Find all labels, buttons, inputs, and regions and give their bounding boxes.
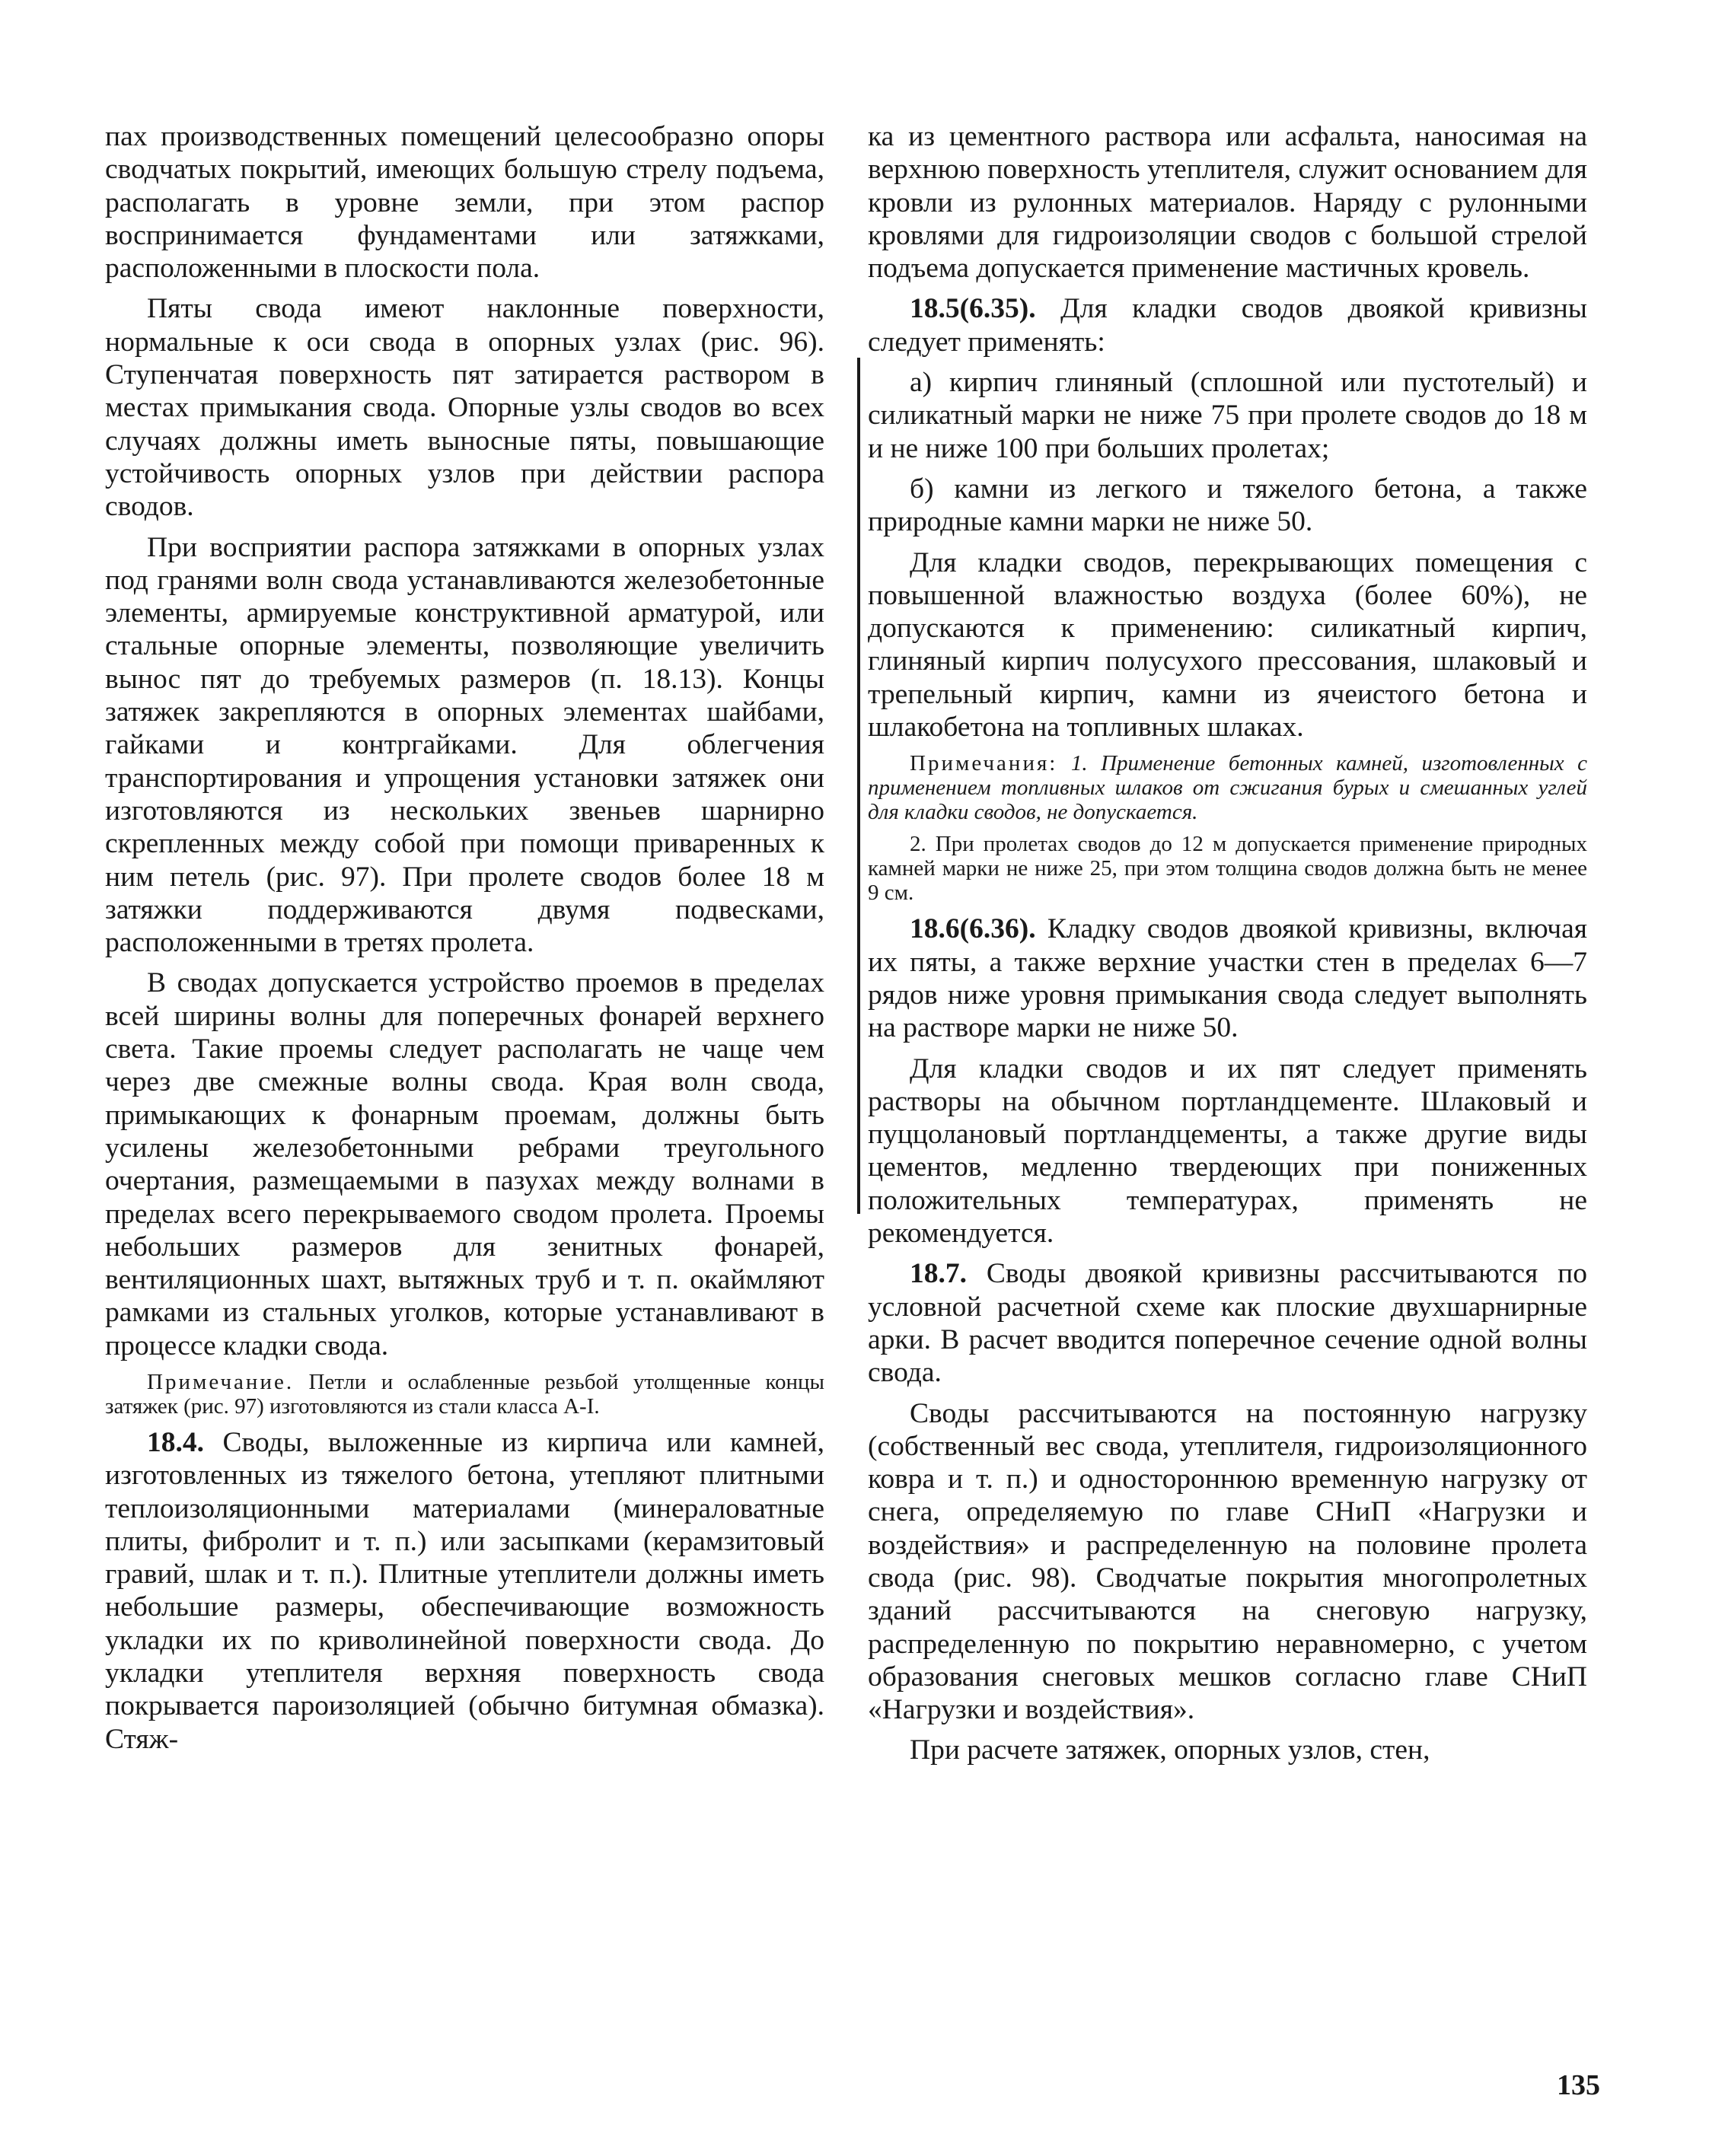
- list-item-b: б) камни из легкого и тяжелого бетона, а также природные камни марки не ниже 50.: [868, 473, 1587, 538]
- paragraph: Пяты свода имеют наклонные поверхности, нормальные к оси свода в опорных узлах (рис. 96). Ступенчатая поверхность пят затирается раствором в местах примыкания свода. Опорные узлы сводов во всех случаях должны иметь выносные пяты, повышающие устойчивость опорных узлов при действии распора сводов.: [105, 293, 824, 523]
- list-item-a: а) кирпич глиняный (сплошной или пустотелый) и силикатный марки не ниже 75 при пролете сводов до 18 м и не ниже 100 при больших пролетах;: [868, 367, 1587, 464]
- paragraph: При расчете затяжек, опорных узлов, стен,: [910, 1734, 1430, 1766]
- section-18-6: [868, 912, 1587, 1044]
- section-heading: 18.4.: [147, 1426, 204, 1458]
- note-text: 1. Применение бетонных камней, изготовленных с применением топливных шлаков от сжигания бурых и смешанных углей для кладки сводов, не допускается.: [868, 751, 1588, 825]
- paragraph: При восприятии распора затяжками в опорных узлах под гранями волн свода устанавливаются железобетонные элементы, армируемые конструктивной арматурой, или стальные опорные элементы, позволяющие увеличить вынос пят до требуемых размеров (п. 18.13). Концы затяжек закрепляются в опорных элементах шайбами, гайками и контргайками. Для облегчения транспортирования и упрощения установки затяжек они изготовляются из нескольких звеньев шарнирно скрепленных между собой при помощи приваренных к ним петель (рис. 97). При пролете сводов более 18 м затяжки поддерживаются двумя подвесками, расположенными в третях пролета.: [105, 531, 824, 959]
- revision-bar: [857, 358, 860, 1214]
- left-column: [105, 120, 824, 1763]
- page-number: 135: [1557, 2069, 1600, 2101]
- notes-lead: Примечания:: [910, 751, 1058, 776]
- paragraph: Для кладки сводов, перекрывающих помещения с повышенной влажностью воздуха (более 60%), не допускаются к применению: силикатный кирпич, глиняный кирпич полусухого прессования, шлаковый и трепельный кирпич, камни из ячеистого бетона и шлакобетона на топливных шлаках.: [868, 546, 1587, 744]
- paragraph: В сводах допускается устройство проемов в пределах всей ширины волны для поперечных фонарей верхнего света. Такие проемы следует располагать не чаще чем через две смежные волны свода. Края волн свода, примыкающих к фонарным проемам, должны быть усилены железобетонными ребрами треугольного очертания, размещаемыми в пазухах между волнами в пределах всего перекрываемого сводом пролета. Проемы небольших размеров для зенитных фонарей, вентиляционных шахт, вытяжных труб и т. п. окаймляют рамками из стальных уголков, которые устанавливают в процессе кладки свода.: [105, 967, 824, 1361]
- section-18-5: [868, 292, 1587, 358]
- section-heading: 18.7.: [910, 1258, 967, 1290]
- section-text: Для кладки сводов двоякой кривизны следует применять:: [868, 293, 1588, 358]
- section-text: Своды двоякой кривизны рассчитываются по условной расчетной схеме как плоские двухшарнирные арки. В расчет вводится поперечное сечение одной волны свода.: [868, 1258, 1587, 1389]
- paragraph: Для кладки сводов и их пят следует применять растворы на обычном портландцементе. Шлаковый и пуццолановый портландцементы, а также другие виды цементов, медленно твердеющих при пониженных положительных температурах, применять не рекомендуется.: [868, 1053, 1587, 1250]
- section-text: Кладку сводов двоякой кривизны, включая их пяты, а также верхние участки стен в пределах 6—7 рядов ниже уровня примыкания свода следует выполнять на растворе марки не ниже 50.: [868, 913, 1587, 1044]
- section-18-4: [105, 1426, 824, 1756]
- section-heading: 18.5(6.35).: [910, 293, 1036, 325]
- section-heading: 18.6(6.36).: [910, 913, 1036, 945]
- note-text: Петли и ослабленные резьбой утолщенные концы затяжек (рис. 97) изготовляются из стали класса А-I.: [105, 1369, 824, 1419]
- paragraph: пах производственных помещений целесообразно опоры сводчатых покрытий, имеющих большую стрелу подъема, располагать в уровне земли, при этом распор воспринимается фундаментами или затяжками, расположенными в плоскости пола.: [105, 121, 824, 285]
- section-18-7: [868, 1257, 1587, 1389]
- note-1: [868, 751, 1587, 824]
- note: [105, 1370, 824, 1419]
- right-column: [868, 120, 1587, 1775]
- paragraph: Своды рассчитываются на постоянную нагрузку (собственный вес свода, утеплителя, гидроизоляционного ковра и т. п.) и одностороннюю временную нагрузку от снега, определяемую по главе СНиП «Нагрузки и воздействия» и распределенную на половине пролета свода (рис. 98). Сводчатые покрытия многопролетных зданий рассчитываются на снеговую нагрузку, распределенную по покрытию неравномерно, с учетом образования снеговых мешков согласно главе СНиП «Нагрузки и воздействия».: [868, 1397, 1587, 1726]
- note-lead: Примечание.: [147, 1369, 295, 1394]
- note-2: 2. При пролетах сводов до 12 м допускается применение природных камней марки не ниже 25, при этом толщина сводов должна быть не менее 9 см.: [868, 832, 1587, 906]
- paragraph: ка из цементного раствора или асфальта, наносимая на верхнюю поверхность утеплителя, служит основанием для кровли из рулонных материалов. Наряду с рулонными кровлями для гидроизоляции сводов с большой стрелой подъема допускается применение мастичных кровель.: [868, 121, 1587, 285]
- section-text: Своды, выложенные из кирпича или камней, изготовленных из тяжелого бетона, утепляют плитными теплоизоляционными материалами (минераловатные плиты, фибролит и т. п.) или засыпками (керамзитовый гравий, шлак и т. п.). Плитные утеплители должны иметь небольшие размеры, обеспечивающие возможность укладки их по криволинейной поверхности свода. До укладки утеплителя верхняя поверхность свода покрывается пароизоляцией (обычно битумная обмазка). Стяж-: [105, 1426, 825, 1755]
